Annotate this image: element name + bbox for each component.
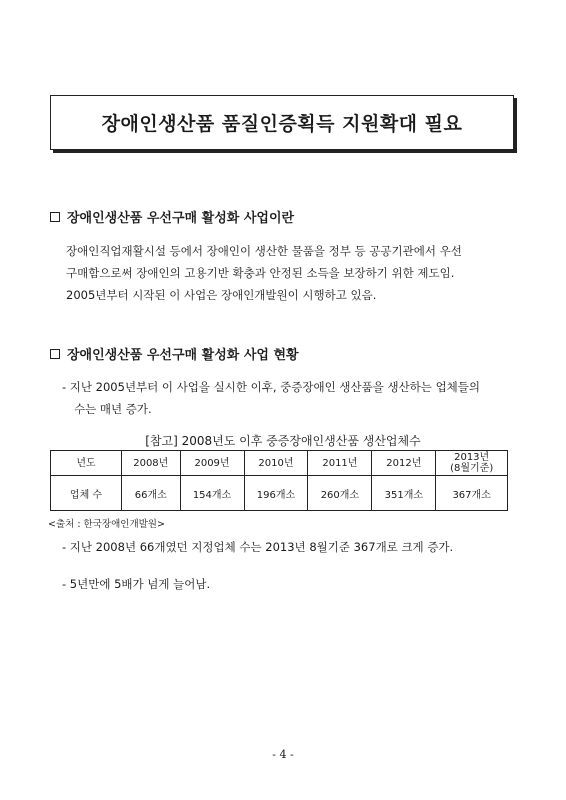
table-row-label: 업체 수 [51, 476, 122, 511]
bullet-item-growth [62, 376, 522, 420]
bullet-line: - 5년만에 5배가 넘게 늘어남. [62, 577, 211, 591]
document-title: 장애인생산품 품질인증획득 지원확대 필요 [50, 95, 514, 150]
page-number: - 4 - [272, 748, 294, 761]
section-heading-program-definition [50, 207, 294, 226]
definition-paragraph [66, 240, 506, 306]
table-header-cell: 2008년 [122, 451, 181, 476]
table-caption: [참고] 2008년도 이후 중증장애인생산품 생산업체수 [145, 434, 421, 448]
table-cell: 351개소 [372, 476, 436, 511]
section-heading-text: 장애인생산품 우선구매 활성화 사업 현황 [67, 348, 299, 363]
table-header-cell [436, 451, 508, 476]
table-cell: 196개소 [244, 476, 308, 511]
header-note: (8월기준) [450, 463, 494, 474]
bullet-line: - 지난 2005년부터 이 사업을 실시한 이후, 중증장애인 생산품을 생산하는 업체들의 [62, 380, 481, 394]
header-year: 2013년 [454, 452, 490, 463]
companies-table [50, 450, 508, 511]
paragraph-line: 장애인직업재활시설 등에서 장애인이 생산한 물품을 정부 등 공공기관에서 우선 [66, 244, 462, 258]
square-bullet-icon [50, 349, 60, 359]
table-header-row [51, 451, 508, 476]
section-heading-text: 장애인생산품 우선구매 활성화 사업이란 [67, 211, 295, 226]
table-header-cell: 2012년 [372, 451, 436, 476]
paragraph-line: 구매함으로써 장애인의 고용기반 확충과 안정된 소득을 보장하기 위한 제도임. [66, 266, 455, 280]
bullet-item-fivefold [62, 573, 522, 595]
table-header-cell: 2009년 [180, 451, 244, 476]
table-row [51, 476, 508, 511]
table-cell: 260개소 [308, 476, 372, 511]
table-cell: 66개소 [122, 476, 181, 511]
square-bullet-icon [50, 212, 60, 222]
table-header-cell: 2010년 [244, 451, 308, 476]
paragraph-line: 2005년부터 시작된 이 사업은 장애인개발원이 시행하고 있음. [66, 288, 377, 302]
table-source: <출처 : 한국장애인개발원> [48, 519, 165, 530]
section-heading-program-status [50, 344, 299, 363]
table-cell: 367개소 [436, 476, 508, 511]
bullet-line: 수는 매년 증가. [74, 402, 152, 416]
bullet-item-increase [62, 536, 522, 558]
bullet-line: - 지난 2008년 66개였던 지정업체 수는 2013년 8월기준 367개로 크게 증가. [62, 540, 454, 554]
table-cell: 154개소 [180, 476, 244, 511]
table-header-cell: 년도 [51, 451, 122, 476]
table-header-cell: 2011년 [308, 451, 372, 476]
